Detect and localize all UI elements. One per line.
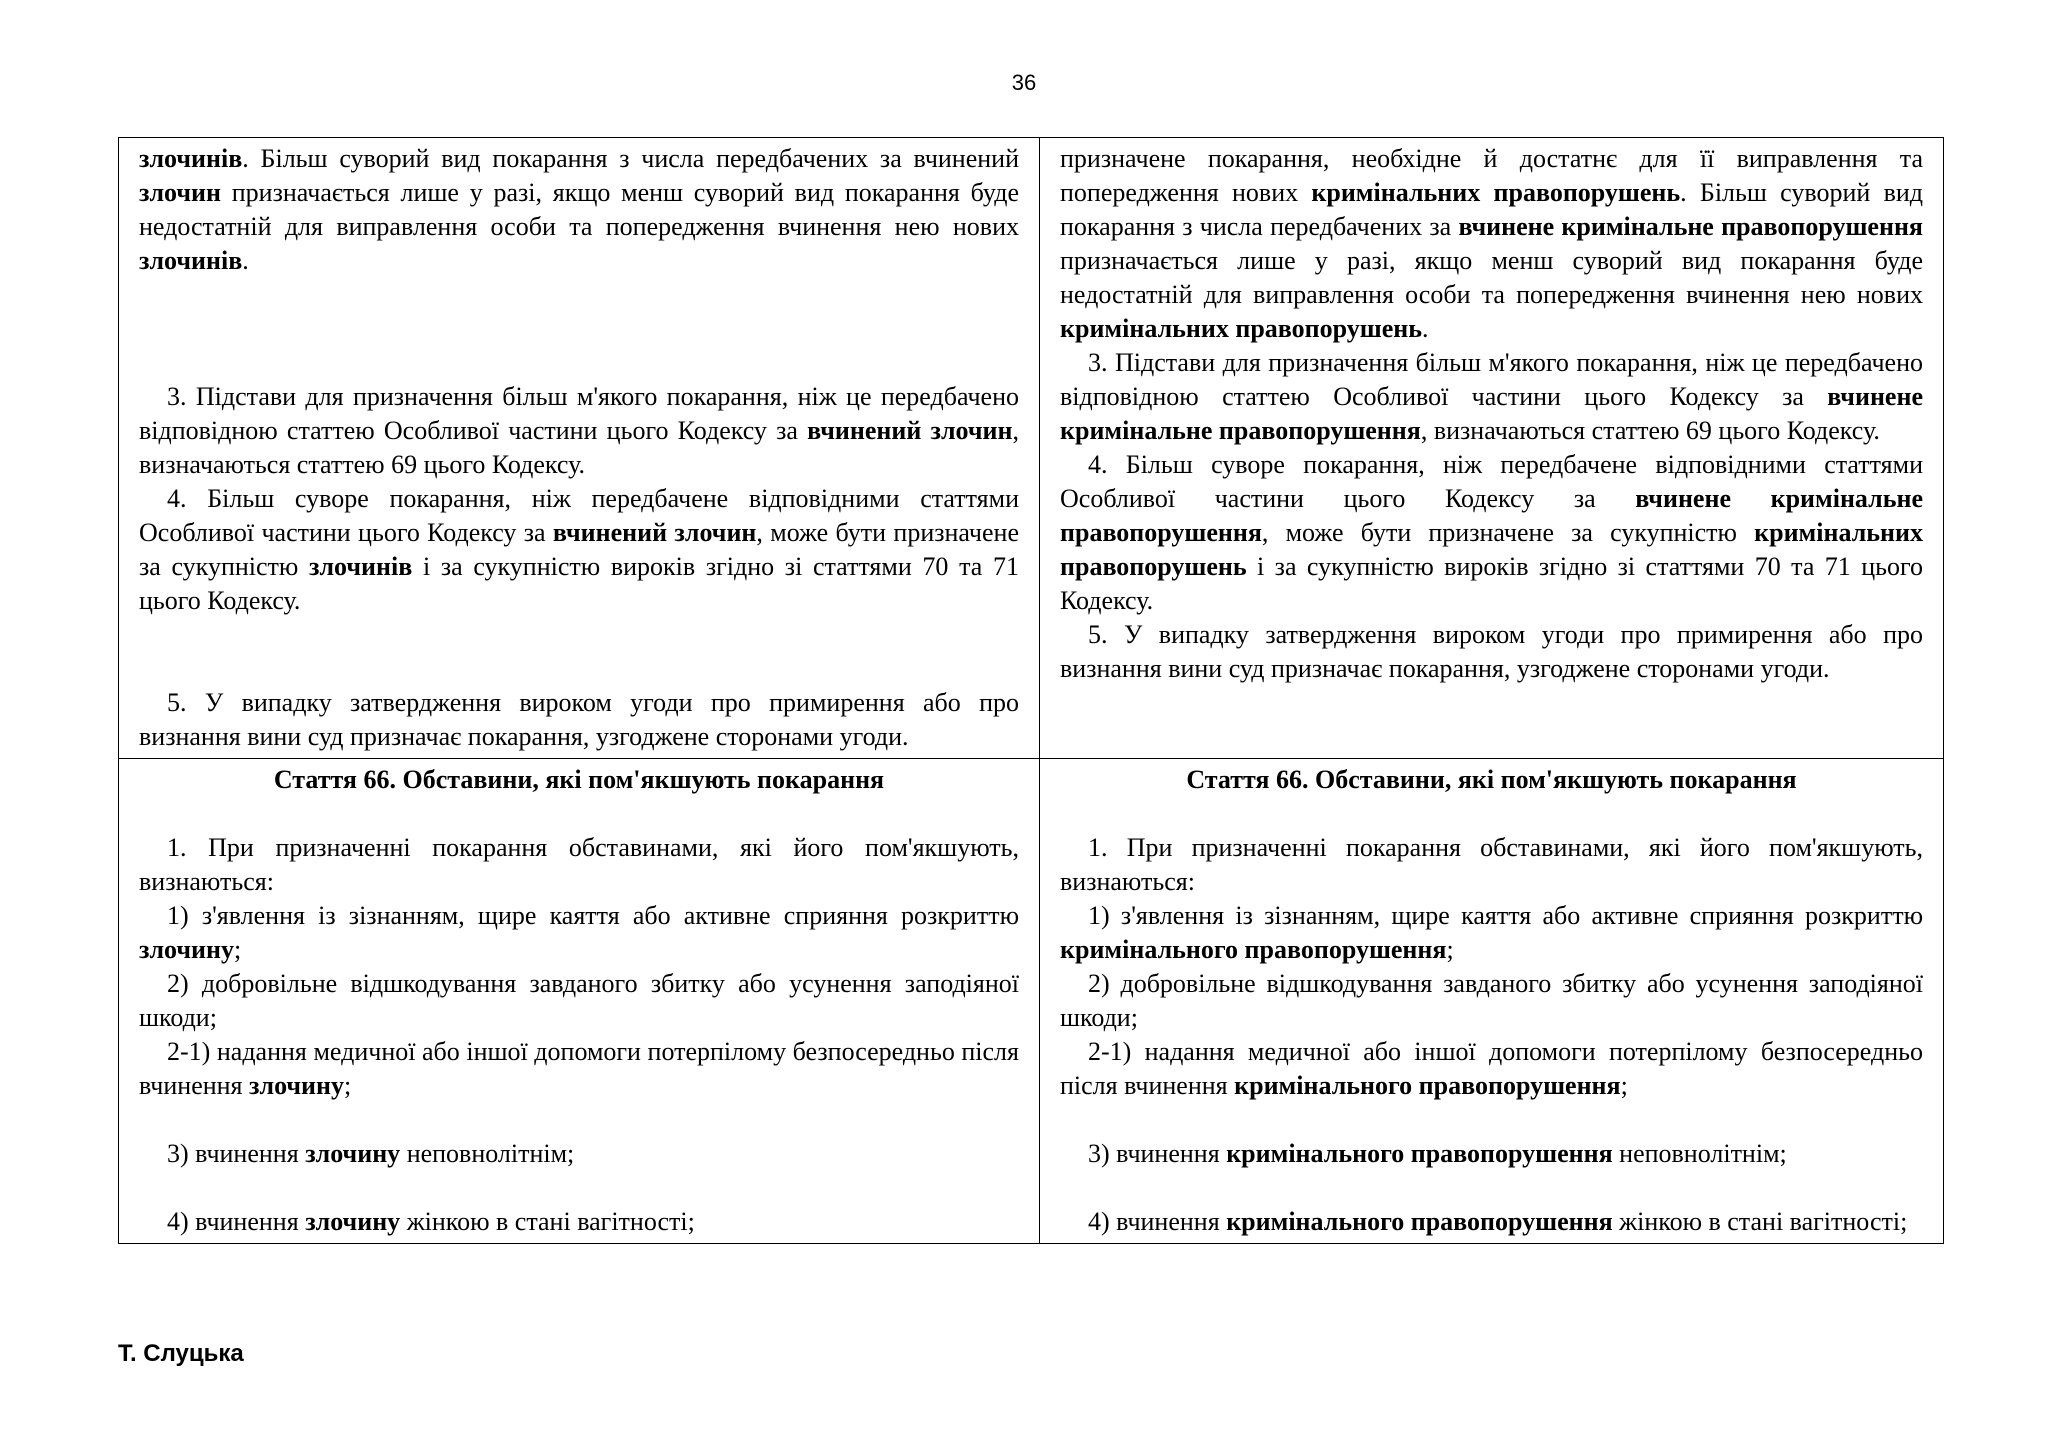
paragraph-part-4: 4. Більш суворе покарання, ніж передбачене відповідними статтями Особливої частини цього Кодексу за вчинене кримінальне правопорушення, може бути призначене за сукупністю кримінальних правопорушень і за сукупністю вироків згідно зі статтями 70 та 71 цього Кодексу. bbox=[1060, 450, 1924, 615]
list-item-1: 1) з'явлення із зізнанням, щире каяття або активне сприяння розкриттю кримінального правопорушення; bbox=[1060, 901, 1923, 964]
list-item-3: 3) вчинення злочину неповнолітнім; bbox=[167, 1139, 575, 1168]
paragraph-part-5: 5. У випадку затвердження вироком угоди про примирення або про визнання вини суд призначає покарання, узгоджене сторонами угоди. bbox=[1060, 620, 1923, 683]
paragraph-part-4: 4. Більш суворе покарання, ніж передбачене відповідними статтями Особливої частини цього Кодексу за вчинений злочин, може бути призначене за сукупністю злочинів і за сукупністю вироків згідно зі статтями 70 та 71 цього Кодексу. bbox=[139, 484, 1019, 615]
article-heading: Стаття 66. Обставини, які пом'якшують покарання bbox=[273, 765, 885, 794]
list-item-2-1: 2-1) надання медичної або іншої допомоги потерпілому безпосередньо після вчинення злочину; bbox=[139, 1037, 1019, 1100]
paragraph-continuation: призначене покарання, необхідне й достатнє для її виправлення та попередження нових кримінальних правопорушень. Більш суворий вид покарання з числа передбачених за вчинене кримінальне правопорушення призначається лише у разі, якщо менш суворий вид покарання буде недостатній для виправлення особи та попередження вчинення нею нових кримінальних правопорушень. bbox=[1060, 144, 1924, 343]
paragraph-part-3: 3. Підстави для призначення більш м'якого покарання, ніж це передбачено відповідною статтею Особливої частини цього Кодексу за вчинений злочин, визначаються статтею 69 цього Кодексу. bbox=[139, 382, 1019, 479]
bold-term: кримінальних правопорушень bbox=[1311, 178, 1681, 207]
author-name: Т. Слуцька bbox=[118, 1340, 244, 1367]
list-item-2: 2) добровільне відшкодування завданого збитку або усунення заподіяної шкоди; bbox=[139, 969, 1019, 1032]
bold-term: злочину bbox=[249, 1071, 345, 1100]
bold-term: злочину bbox=[305, 1207, 401, 1236]
bold-term: кримінального правопорушення bbox=[1226, 1139, 1613, 1168]
paragraph-part-3: 3. Підстави для призначення більш м'якого покарання, ніж це передбачено відповідною статтею Особливої частини цього Кодексу за вчинене кримінальне правопорушення, визначаються статтею 69 цього Кодексу. bbox=[1060, 348, 1923, 445]
bold-term: вчинене кримінальне правопорушення bbox=[1458, 212, 1924, 241]
bold-term: кримінального правопорушення bbox=[1234, 1071, 1621, 1100]
paragraph-part-5: 5. У випадку затвердження вироком угоди про примирення або про визнання вини суд призначає покарання, узгоджене сторонами угоди. bbox=[139, 688, 1019, 751]
paragraph-part-1: 1. При призначенні покарання обставинами, які його пом'якшують, визнаються: bbox=[1060, 833, 1923, 896]
article-heading: Стаття 66. Обставини, які пом'якшують покарання bbox=[1186, 765, 1797, 794]
bold-term: вчинене кримінальне правопорушення bbox=[1060, 484, 1924, 547]
bold-term: вчинене кримінальне правопорушення bbox=[1060, 382, 1923, 445]
bold-term: кримінальних правопорушень bbox=[1060, 314, 1422, 343]
bold-term: злочинів bbox=[309, 552, 413, 581]
bold-term: вчинений злочин bbox=[552, 518, 757, 547]
right-column-cell bbox=[1040, 138, 1944, 759]
list-item-3: 3) вчинення кримінального правопорушення неповнолітнім; bbox=[1088, 1139, 1787, 1168]
left-column-cell bbox=[119, 759, 1040, 1244]
table-row bbox=[119, 759, 1944, 1244]
right-column-cell bbox=[1040, 759, 1944, 1244]
bold-term: кримінального правопорушення bbox=[1226, 1207, 1613, 1236]
bold-term: кримінальних правопорушень bbox=[1060, 518, 1923, 581]
paragraph-continuation: злочинів. Більш суворий вид покарання з числа передбачених за вчинений злочин призначається лише у разі, якщо менш суворий вид покарання буде недостатній для виправлення особи та попередження вчинення нею нових злочинів. bbox=[139, 144, 1019, 275]
bold-term: злочину bbox=[305, 1139, 401, 1168]
page-number: 36 bbox=[1011, 70, 1037, 95]
paragraph-part-1: 1. При призначенні покарання обставинами, які його пом'якшують, визнаються: bbox=[139, 833, 1019, 896]
table-row bbox=[119, 138, 1944, 759]
bold-term: злочин bbox=[139, 178, 221, 207]
bold-term: кримінального правопорушення bbox=[1060, 935, 1447, 964]
list-item-2-1: 2-1) надання медичної або іншої допомоги потерпілому безпосередньо після вчинення кримінального правопорушення; bbox=[1060, 1037, 1923, 1100]
comparison-table bbox=[118, 137, 1944, 1244]
bold-term: злочинів bbox=[139, 144, 243, 173]
bold-term: злочину bbox=[139, 935, 234, 964]
list-item-2: 2) добровільне відшкодування завданого збитку або усунення заподіяної шкоди; bbox=[1060, 969, 1923, 1032]
list-item-4: 4) вчинення кримінального правопорушення жінкою в стані вагітності; bbox=[1088, 1207, 1908, 1236]
bold-term: вчинений злочин bbox=[807, 416, 1013, 445]
list-item-1: 1) з'явлення із зізнанням, щире каяття або активне сприяння розкриттю злочину; bbox=[139, 901, 1019, 964]
bold-term: злочинів bbox=[139, 246, 243, 275]
left-column-cell bbox=[119, 138, 1040, 759]
list-item-4: 4) вчинення злочину жінкою в стані вагітності; bbox=[167, 1207, 695, 1236]
